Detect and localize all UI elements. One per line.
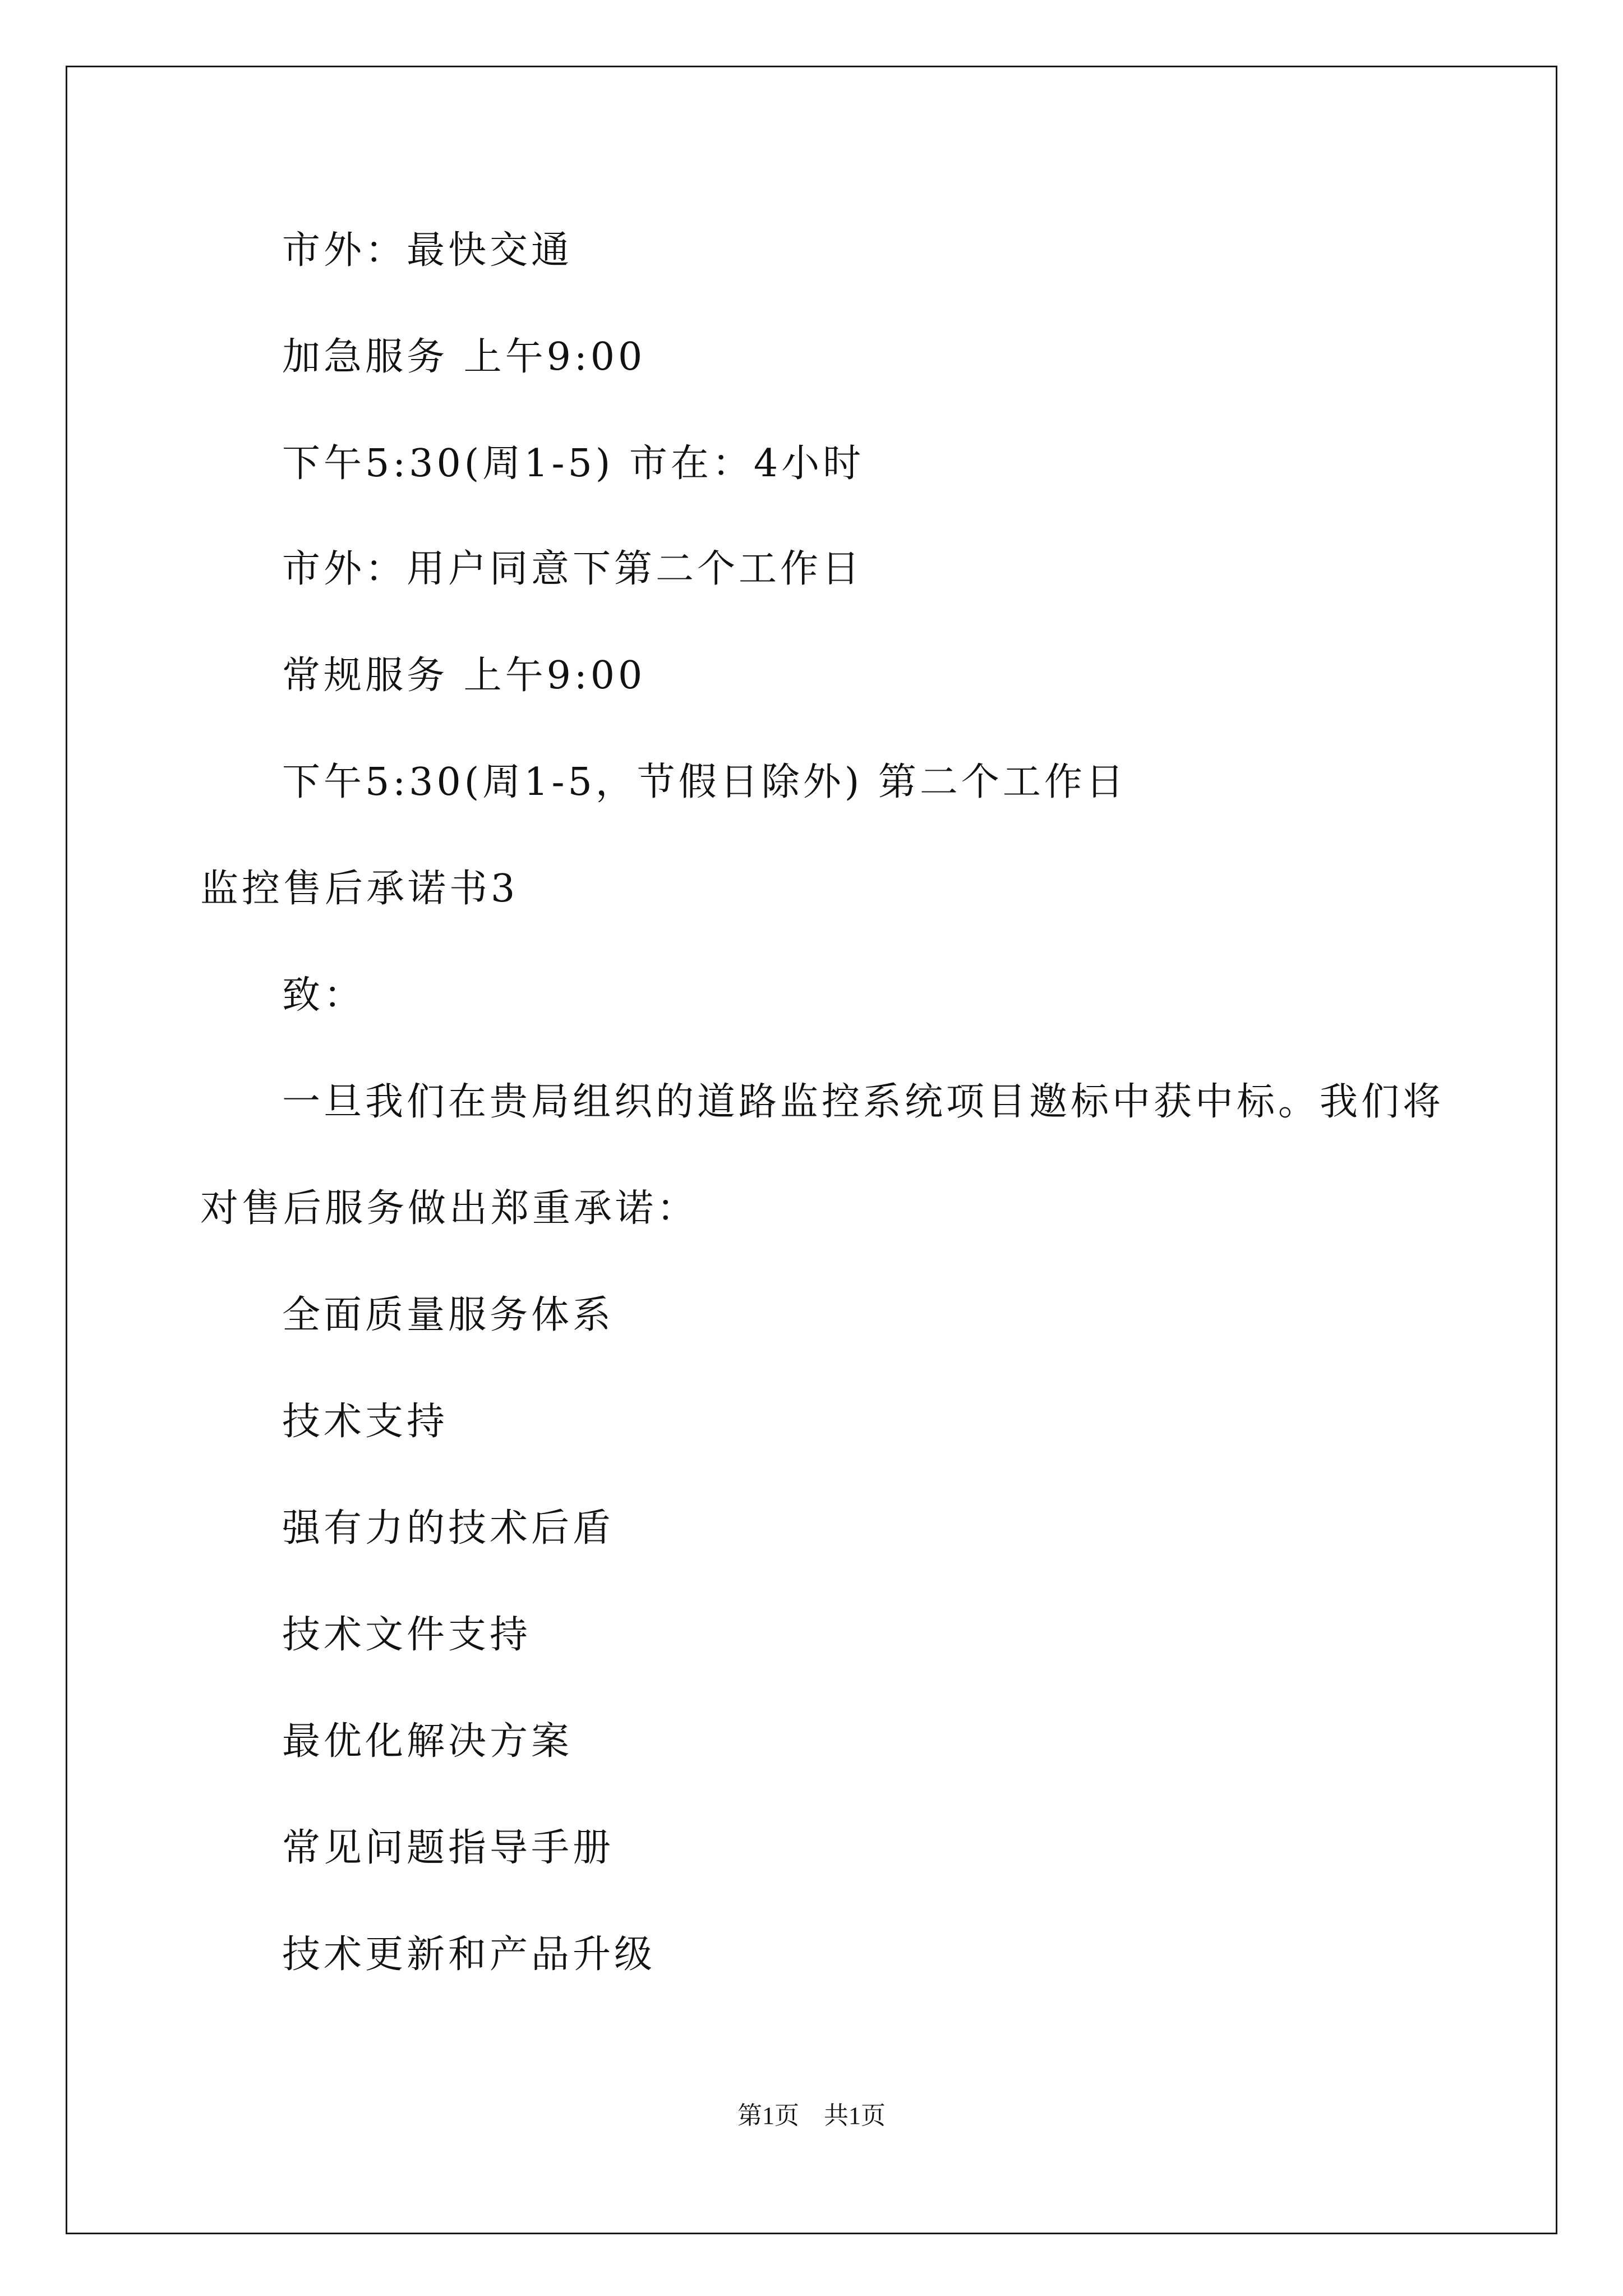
- list-item: 技术支持: [282, 1400, 449, 1444]
- page-border: [66, 66, 1557, 2234]
- section-heading: 监控售后承诺书3: [200, 867, 519, 911]
- list-item: 全面质量服务体系: [282, 1293, 615, 1337]
- text-line: 市外：用户同意下第二个工作日: [282, 547, 864, 591]
- text-line: 下午5:30(周1-5) 市在：4小时: [282, 441, 865, 486]
- salutation: 致：: [282, 973, 366, 1018]
- list-item: 最优化解决方案: [282, 1719, 573, 1764]
- text-line: 对售后服务做出郑重承诺：: [200, 1186, 699, 1231]
- list-item: 技术更新和产品升级: [282, 1932, 656, 1977]
- list-item: 强有力的技术后盾: [282, 1506, 615, 1550]
- list-item: 常见问题指导手册: [282, 1826, 615, 1870]
- page-footer: 第1页 共1页: [737, 2102, 886, 2129]
- text-line: 加急服务 上午9:00: [282, 335, 646, 379]
- text-line: 常规服务 上午9:00: [282, 654, 646, 698]
- list-item: 技术文件支持: [282, 1613, 532, 1657]
- text-line: 下午5:30(周1-5，节假日除外) 第二个工作日: [282, 760, 1127, 804]
- text-line: 市外：最快交通: [282, 228, 573, 273]
- text-line: 一旦我们在贵局组织的道路监控系统项目邀标中获中标。我们将: [282, 1080, 1445, 1124]
